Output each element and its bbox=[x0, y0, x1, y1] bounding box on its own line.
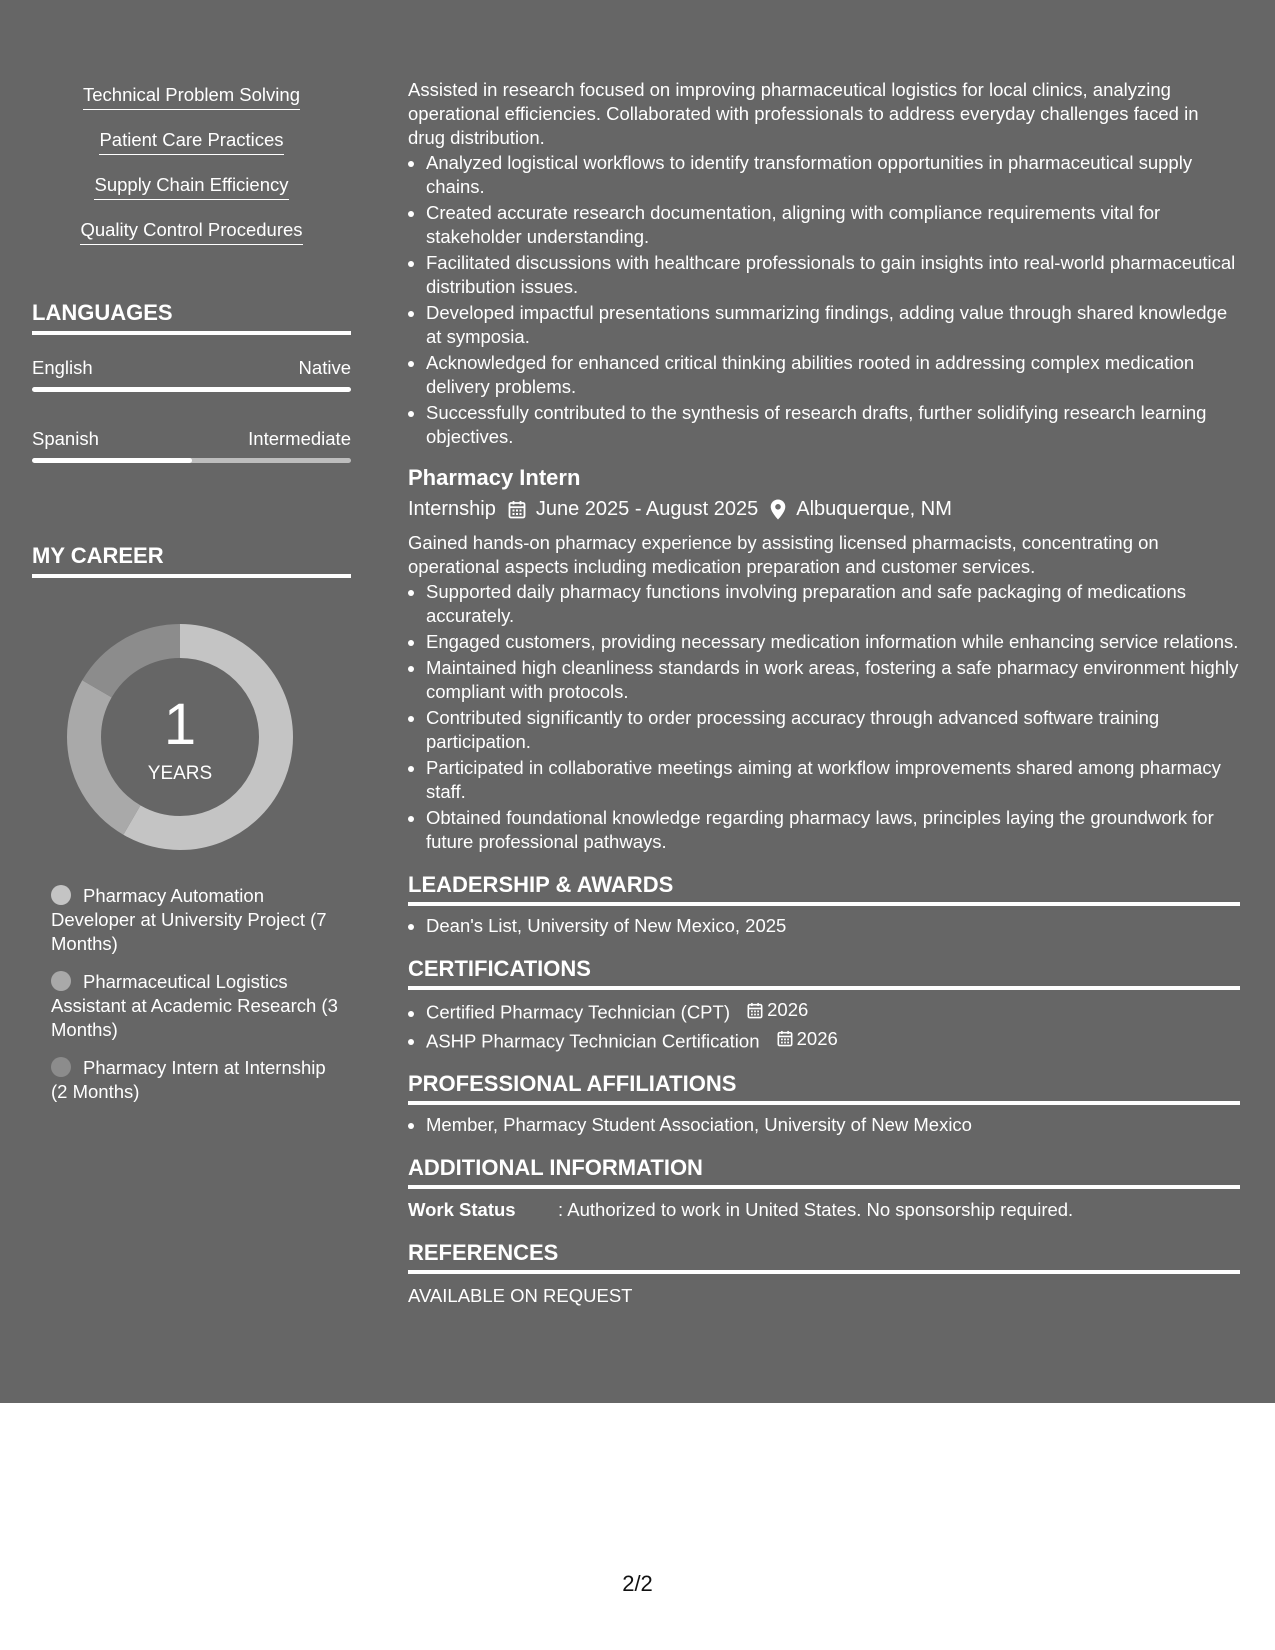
career-legend bbox=[51, 884, 341, 1104]
certification-item bbox=[426, 1027, 1240, 1054]
job-bullet: • Obtained foundational knowledge regarding pharmacy laws, principles laying the groundwork for future professional pathways. bbox=[426, 806, 1240, 854]
references-text: AVAILABLE ON REQUEST bbox=[408, 1285, 633, 1306]
language-item bbox=[32, 428, 351, 463]
affiliations-heading: PROFESSIONAL AFFILIATIONS bbox=[408, 1071, 1240, 1105]
calendar-icon bbox=[747, 1002, 763, 1019]
job-bullet: • Supported daily pharmacy functions involving preparation and safe packaging of medications accurately. bbox=[426, 580, 1240, 628]
page-number: 2/2 bbox=[622, 1571, 653, 1596]
job-bullets bbox=[408, 151, 1240, 449]
legend-dot-icon bbox=[51, 1057, 71, 1077]
language-level-bar bbox=[32, 458, 351, 463]
work-status-value: : Authorized to work in United States. No sponsorship required. bbox=[558, 1199, 1074, 1220]
certification-item bbox=[426, 998, 1240, 1025]
language-level: Native bbox=[298, 357, 351, 378]
experience-entry bbox=[408, 78, 1240, 449]
job-bullet: • Developed impactful presentations summarizing findings, adding value through shared knowledge at symposia. bbox=[426, 301, 1240, 349]
career-total-unit: YEARS bbox=[147, 763, 213, 784]
skill-item: Technical Problem Solving bbox=[32, 84, 351, 129]
skill-item: Patient Care Practices bbox=[32, 129, 351, 174]
calendar-icon bbox=[777, 1030, 793, 1047]
calendar-icon bbox=[508, 500, 526, 519]
job-title: Pharmacy Intern bbox=[408, 465, 581, 490]
job-bullets bbox=[408, 580, 1240, 854]
left-column bbox=[32, 84, 351, 1118]
certification-date bbox=[747, 998, 808, 1022]
legend-dot-icon bbox=[51, 885, 71, 905]
career-donut-chart bbox=[67, 624, 293, 850]
job-bullet: • Engaged customers, providing necessary medication information while enhancing service relations. bbox=[426, 630, 1240, 654]
leadership-list bbox=[408, 914, 1240, 938]
work-status-label: Work Status bbox=[408, 1199, 516, 1220]
job-meta bbox=[408, 496, 1240, 522]
job-dates: June 2025 - August 2025 bbox=[535, 498, 759, 520]
certifications-list bbox=[408, 998, 1240, 1053]
legend-dot-icon bbox=[51, 971, 71, 991]
job-description: Assisted in research focused on improving pharmaceutical logistics for local clinics, analyzing operational efficiencies. Collaborated with professionals to address everyday challenges faced in drug distribution. bbox=[408, 79, 1199, 148]
job-description: Gained hands-on pharmacy experience by assisting licensed pharmacists, concentrating on operational aspects including medication preparation and customer services. bbox=[408, 532, 1159, 577]
language-level-fill bbox=[32, 458, 192, 463]
career-heading: MY CAREER bbox=[32, 543, 351, 578]
job-bullet: • Contributed significantly to order processing accuracy through advanced software training participation. bbox=[426, 706, 1240, 754]
job-bullet: • Analyzed logistical workflows to identify transformation opportunities in pharmaceutical supply chains. bbox=[426, 151, 1240, 199]
job-bullet: • Successfully contributed to the synthesis of research drafts, further solidifying research learning objectives. bbox=[426, 401, 1240, 449]
career-total-value: 1 bbox=[163, 692, 197, 757]
skills-list bbox=[32, 84, 351, 264]
experience-entry bbox=[408, 465, 1240, 854]
language-item bbox=[32, 357, 351, 392]
job-bullet: • Maintained high cleanliness standards in work areas, fostering a safe pharmacy environment highly compliant with protocols. bbox=[426, 656, 1240, 704]
references-heading: REFERENCES bbox=[408, 1240, 1240, 1274]
language-name: Spanish bbox=[32, 428, 99, 449]
certification-name: ASHP Pharmacy Technician Certification bbox=[426, 1030, 760, 1051]
certifications-heading: CERTIFICATIONS bbox=[408, 956, 1240, 990]
language-level-fill bbox=[32, 387, 351, 392]
affiliation-item: • Member, Pharmacy Student Association, University of New Mexico bbox=[426, 1113, 1240, 1137]
career-legend-item: Pharmaceutical Logistics Assistant at Academic Research (3 Months) bbox=[51, 971, 338, 1040]
career-legend-item: Pharmacy Intern at Internship (2 Months) bbox=[51, 1057, 326, 1102]
job-company: Internship bbox=[408, 498, 496, 520]
job-bullet: • Facilitated discussions with healthcare professionals to gain insights into real-world pharmaceutical distribution issues. bbox=[426, 251, 1240, 299]
certification-date bbox=[777, 1027, 838, 1051]
job-bullet: • Acknowledged for enhanced critical thinking abilities rooted in addressing complex medication delivery problems. bbox=[426, 351, 1240, 399]
additional-info-heading: ADDITIONAL INFORMATION bbox=[408, 1155, 1240, 1189]
certification-year: 2026 bbox=[767, 999, 809, 1020]
certification-year: 2026 bbox=[796, 1027, 838, 1049]
language-level-bar bbox=[32, 387, 351, 392]
leadership-heading: LEADERSHIP & AWARDS bbox=[408, 872, 1240, 906]
skill-item: Supply Chain Efficiency bbox=[32, 174, 351, 219]
career-legend-item: Pharmacy Automation Developer at University Project (7 Months) bbox=[51, 885, 327, 954]
work-status-row bbox=[408, 1198, 1240, 1222]
language-level: Intermediate bbox=[248, 428, 351, 449]
job-bullet: • Participated in collaborative meetings aiming at workflow improvements shared among pharmacy staff. bbox=[426, 756, 1240, 804]
job-location: Albuquerque, NM bbox=[796, 498, 952, 520]
affiliations-list bbox=[408, 1113, 1240, 1137]
leadership-item: • Dean's List, University of New Mexico, 2025 bbox=[426, 914, 1240, 938]
skill-item: Quality Control Procedures bbox=[32, 219, 351, 264]
language-name: English bbox=[32, 357, 93, 378]
languages-heading: LANGUAGES bbox=[32, 300, 351, 335]
map-pin-icon bbox=[770, 499, 786, 520]
certification-name: Certified Pharmacy Technician (CPT) bbox=[426, 1001, 730, 1023]
right-column bbox=[408, 78, 1240, 1308]
job-bullet: • Created accurate research documentation, aligning with compliance requirements vital for stakeholder understanding. bbox=[426, 201, 1240, 249]
